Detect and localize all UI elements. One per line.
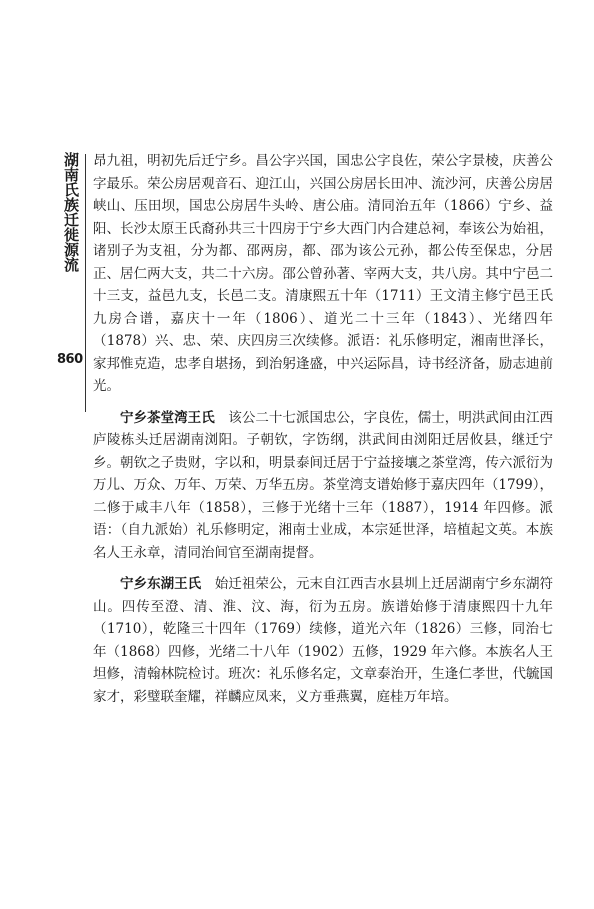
paragraph: [93, 150, 553, 398]
entry-title: 宁乡茶堂湾王氏: [120, 409, 215, 426]
paragraph-text: 始迁祖荣公，元末自江西吉水县圳上迁居湖南宁乡东湖符山。四传至澄、清、淮、汶、海，衍为五房。族谱始修于清康熙四十九年（1710），乾隆三十四年（1769）续修，道光六年（1826）三修，同治七年（1868）四修，光绪二十八年（1902）五修，1929 年六修。本族名人王坦修，清翰林院检讨。班次：礼乐修名定，文章泰治开，生逢仁孝世，代毓国家才，彩璧联奎耀，祥麟应凤来，义方垂燕翼，庭桂万年培。: [93, 576, 554, 705]
paragraph-text: 昂九祖，明初先后迁宁乡。昌公字兴国，国忠公字良佐，荣公字景棱，庆善公字最乐。荣公房居观音石、迎江山，兴国公房居长田冲、流沙河，庆善公房居峡山、压田坝，国忠公房居牛头岭、唐公庙。清同治五年（1866）宁乡、益阳、长沙太原王氏裔孙共三十四房于宁乡大西门内合建总祠，奉该公为始祖，诸别子为支祖，分为都、邵两房，都、邵为该公元孙，都公传至保忠，分居正、居仁两大支，共二十六房。邵公曾孙著、宰两大支，共八房。其中宁邑二十三支，益邑九支，长邑二支。清康熙五十年（1711）王文清主修宁邑王氏九房合谱，嘉庆十一年（1806）、道光二十三年（1843）、光绪四年（1878）兴、忠、荣、庆四房三次续修。派语：礼乐修明定，湘南世泽长，家邦惟克造，忠孝自堪扬，到治躬逢盛，中兴运际昌，诗书经济备，励志迪前光。: [93, 153, 553, 394]
paragraph: [93, 573, 553, 708]
paragraph-text: 该公二十七派国忠公，字良佐，儒士，明洪武间由江西庐陵栋头迁居湖南浏阳。子朝钦，字饬纲，洪武间由浏阳迁居攸县，继迁宁乡。朝钦之子贵财，字以和，明景泰间迁居于宁益接壤之茶堂湾，传六派衍为万儿、万众、万年、万荣、万华五房。茶堂湾支谱始修于嘉庆四年（1799），二修于咸丰八年（1858），三修于光绪十三年（1887），1914 年四修。派语：（自九派始）礼乐修明定，湘南士业成，本宗延世泽，培植起文英。本族名人王永章，清同治间官至湖南提督。: [93, 409, 554, 561]
page-body: [93, 150, 553, 708]
running-title: 湖南氏族迁徙源流: [62, 152, 80, 272]
paragraph: [93, 407, 553, 565]
entry-title: 宁乡东湖王氏: [120, 576, 202, 592]
page-number: 860: [57, 352, 83, 367]
side-divider: [85, 154, 86, 412]
